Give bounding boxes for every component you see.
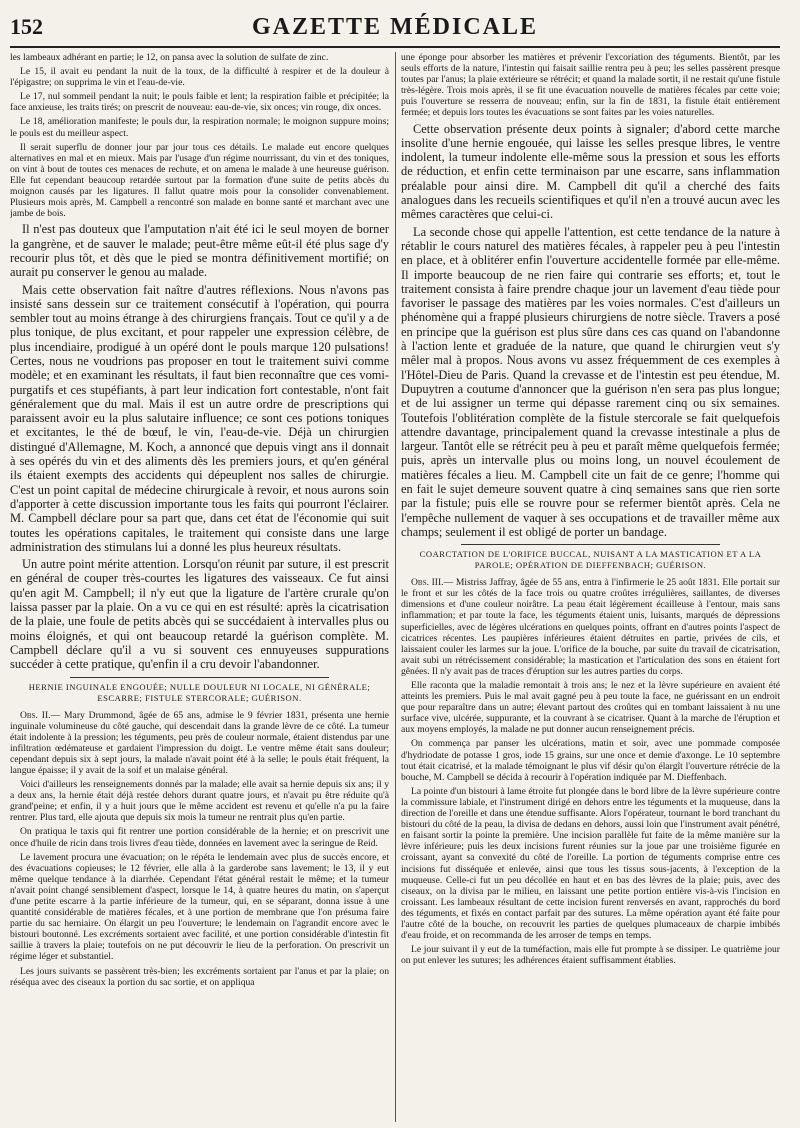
paragraph: une éponge pour absorber les matières et prévenir l'excoriation des téguments. Bientôt, par les seuls efforts de la nature, l'intestin qui faisait saillie rentra peu à peu; les selles passèrent presque toutes par l'anus; la plaie extérieure se rétrécit; et quand la malade sortit, il ne restait qu'une fistule très-légère. Trois mois après, il se fit une évacuation nouvelle de matières fécales par cette voie; puis l'ouverture se resserra de nouveau; enfin, sur la fin de 1831, la fistule était entièrement fermée; et depuis lors toutes les évacuations se sont faites par les voies naturelles. (401, 52, 780, 119)
paragraph: On commença par panser les ulcérations, matin et soir, avec une pommade composée d'hydriodate de potasse 1 gros, iode 15 grains, sur une once et demie d'axonge. Le 10 septembre tout était cicatrisé, et la malade témoignant le plus vif désir qu'on élargît l'ouverture rétrécie de la bouche, M. Campbell se décida à recourir à l'opération indiquée par M. Dieffenbach. (401, 738, 780, 783)
journal-title: GAZETTE MÉDICALE (251, 14, 539, 40)
section-rule (461, 544, 720, 545)
observation-text: — Mistriss Jaffray, âgée de 55 ans, entra à l'infirmerie le 25 août 1831. Elle portait sur le front et sur les côtés de la face trois ou quatre croûtes irrégulières, saillantes, de diverses dimensions et d'une couleur noirâtre. La peau était légèrement écailleuse à l'entour, mais sans inflammation; et par toute la face, les téguments étaient unis, luisants, marqués de dépressions superficielles, avec de légères ulcérations en quelques points, offrant en d'autres points l'aspect de cicatrices récentes. Les paupières inférieures étaient détruites en partie, privées de cils, et laissaient couler les larmes sur la joue. L'orifice de la bouche, par suite du travail de cicatrisation, avait subi un rétrécissement considérable; la mastication et l'articulation des sons en étaient fort gênées. Il n'y avait pas de traces d'éruption sur les autres parties du corps. (401, 577, 780, 677)
section-title: COARCTATION DE L'ORIFICE BUCCAL, NUISANT A LA MASTICATION ET A LA PAROLE; OPÉRATION DE DIEFFENBACH; GUÉRISON. (419, 549, 762, 571)
paragraph: On pratiqua le taxis qui fit rentrer une portion considérable de la hernie; et on prescrivit une once d'huile de ricin dans trois livres d'eau tiède, données en lavement avec la seringue de Reid. (10, 826, 389, 849)
paragraph: Un autre point mérite attention. Lorsqu'on réunit par suture, il est prescrit en général de couper très-courtes les ligatures des vaisseaux. Ce fut ainsi qu'en agit M. Campbell; il n'y eut que la ligature de l'artère crurale qu'on laissa passer par la plaie. On a vu ce qui en est résulté: après la cicatrisation de la plaie, une foule de petits abcès qui se succédaient à intervalles plus ou moins éloignés, et qui ont beaucoup retardé la guérison complète. M. Campbell déclare qu'il a vu si souvent ces ennuyeuses suppurations succéder à cette pratique, qu'enfin il a cru devoir l'abandonner. (10, 557, 389, 672)
paragraph: Le 15, il avait eu pendant la nuit de la toux, de la difficulté à respirer et de la douleur à l'épigastre; on supprima le vin et l'eau-de-vie. (10, 66, 389, 89)
observation-text: — Mary Drummond, âgée de 65 ans, admise le 9 février 1831, présenta une hernie inguinale volumineuse du côté gauche, qui descendait dans la grande lèvre de ce côté. La tumeur était indolente à la pression; les téguments, peu près de couleur normale, étaient distendus par une infiltration œdémateuse et gardaient l'impression du doigt. Le ventre même était sans douleur; cependant depuis six à sept jours, la malade n'avait point été à la selle; le pouls était fréquent, la langue épaisse; il y avait de la soif et un malaise général. (10, 709, 390, 776)
section-rule (70, 677, 329, 678)
paragraph: Voici d'ailleurs les renseignements donnés par la malade; elle avait sa hernie depuis six ans; il y a deux ans, la hernie était déjà restée dehors durant quatre jours, et n'avait pu être réduite qu'à grand'peine; et enfin, il y a huit jours que le même accident est revenu et qu'elle n'a pu la faire rentrer. Plus tard, elle ajouta que depuis six mois la tumeur ne rentrait plus qu'en partie. (10, 779, 389, 824)
column-divider (395, 52, 396, 1122)
right-column (395, 52, 780, 1122)
paragraph: Mais cette observation fait naître d'autres réflexions. Nous n'avons pas insisté sans dessein sur ce traitement consécutif à l'opération, qui pourra sembler tout au moins étrange à des chirurgiens français. Tout ce qu'il y a de plus tonique, de plus excitant, et pour rappeler une expression célèbre, de plus incendiaire, prodigué à un opéré dont le pouls marque 120 pulsations! Certes, nous ne voudrions pas proposer en tout le traitement suivi comme modèle; et en examinant les résultats, il faut bien reconnaître que ces vomi-purgatifs et ces stupéfiants, à part leur indication fort contestable, n'ont fait généralement que du mal. Mais il est un autre ordre de prescriptions qui paraissent avoir eu la plus salutaire influence; ce sont ces potions toniques et excitantes, le thé de bœuf, le vin, l'eau-de-vie. Déjà un chirurgien distingué d'Allemagne, M. Koch, a annoncé que depuis vingt ans il donnait à ses opérés du vin et des aliments dès les premiers jours, et qu'en général ils étaient exempts des accidents qui dépeuplent nos salles de chirurgie. C'est un point capital de médecine chirurgicale à revoir, et nous aurons soin d'apporter à cette discussion importante tous les faits qui pourront l'éclairer. M. Campbell déclare pour sa part que, dans cet état de l'économie qui suit toutes les opérations capitales, le traitement qui consiste dans une large administration des stimulans lui a donné les plus heureux résultats. (10, 282, 389, 554)
section-title: HERNIE INGUINALE ENGOUÉE; NULLE DOULEUR NI LOCALE, NI GÉNÉRALE; ESCARRE; FISTULE STERCORALE; GUÉRISON. (28, 681, 371, 703)
paragraph: Il n'est pas douteux que l'amputation n'ait été ici le seul moyen de borner la gangrène, et de sauver le malade; peut-être même eût-il été plus sage d'y recourir plus tôt, et dès que le pied se montra définitivement mortifié; on aurait pu conserver le genou au malade. (10, 222, 389, 280)
paragraph: les lambeaux adhérant en partie; le 12, on pansa avec la solution de sulfate de zinc. (10, 52, 329, 63)
paragraph: Le jour suivant il y eut de la tuméfaction, mais elle fut prompte à se dissiper. Le quatrième jour on put enlever les sutures; les adhérences étaient suffisamment établies. (401, 944, 780, 967)
observation-label: Obs. III. (411, 577, 444, 589)
paragraph: La seconde chose qui appelle l'attention, est cette tendance de la nature à rétablir le cours naturel des matières fécales, à rappeler peu à peu l'intestin en place, et à oblitérer enfin l'ouverture accidentelle formée par elle-même. Il importe beaucoup de ne rien faire qui contrarie ses efforts; et, tout le traitement consista à faire prendre chaque jour un lavement d'eau tiède pour favoriser le passage des matières par les voies normales. C'est d'ailleurs un phénomène qui a frappé plusieurs chirurgiens de notre siècle. Travers a posé en principe que la guérison est plus sûre dans ces cas quand on l'abandonne à l'action lente et graduée de la nature, que quand le chirurgien veut s'y mêler mal à propos. Nous avons vu assez fréquemment de ces exemples à l'Hôtel-Dieu de Paris. Quand la crevasse et de l'intestin est peu étendue, M. Dupuytren a coutume d'annoncer que la guérison n'en sera pas plus longue; et de lui assigner un terme qui dépasse rarement cinq ou six semaines. Toutefois l'oblitération complète de la fistule stercorale se fait quelquefois attendre davantage, principalement quand la crevasse intestinale a plus de largeur. Tantôt elle se rétrécit peu à peu et paraît même quelquefois fermée; puis, après un intervalle plus ou moins long, un nouvel écoulement de matières fécales a lieu. M. Campbell cite un fait de ce genre; l'homme qui en fait le sujet demeure souvent quatre à cinq semaines sans que rien sorte par la fistule; puis elle se rouvre pour se refermer bientôt après. Cela ne l'empêche nullement de vaquer à ses occupations et de travailler même aux champs; seulement il est obligé de porter un bandage. (401, 224, 780, 539)
text-columns (10, 52, 780, 1122)
paragraph: Le lavement procura une évacuation; on le répéta le lendemain avec plus de succès encore, et des évacuations copieuses; le 12 février, elle alla à la garderobe sans lavement; le 13, il y eut même quelque tendance à la diarrhée. Cependant l'état général restait le même; et la tumeur n'avait point changé sensiblement d'aspect, lorsque le 14, à quatre heures du matin, on s'aperçut d'une petite escarre à la partie inférieure de la tumeur, qui, en se séparant, donna issue à une quantité considérable de matières fécales, et à une portion de membrane que l'on présuma faire partie du sac herniaire. On élargit un peu l'ouverture; le lendemain on l'agrandit encore avec le bistouri boutonné. Les excréments sortaient avec facilité, et une portion considérable d'intestin fit saillie à travers la plaie; toutefois on ne put découvrir le lieu de la perforation. On prescrivit un régime léger et substantiel. (10, 851, 389, 963)
observation-paragraph (401, 577, 780, 677)
page-number: 152 (10, 14, 43, 39)
paragraph: Les jours suivants se passèrent très-bien; les excréments sortaient par l'anus et par la plaie; on réséqua avec des ciseaux la portion du sac sortie, et on appliqua (10, 965, 389, 988)
paragraph: La pointe d'un bistouri à lame étroite fut plongée dans le bord libre de la lèvre supérieure contre la commissure labiale, et l'instrument dirigé en dehors entre les téguments et la muqueuse, dans la direction de l'oreille et dans une étendue suffisante. Alors l'opérateur, tournant le bord tranchant du bistouri du côté de la peau, la divisa de dedans en dehors, aussi loin que l'instrument avait pénétré, en faisant sortir la pointe la première. Une incision parallèle fut faite de la même manière sur la lèvre inférieure; puis les deux incisions furent réunies sur la joue par une troisième figurée en croissant, ayant sa convexité du côté de l'oreille. La portion de téguments comprise entre ces incisions fut disséquée et enlevée, ainsi que tous les tissus sous-jacents, à l'exception de la muqueuse. Celle-ci fut un peu décollée en haut et en bas des lèvres de la plaie; puis, avec des ciseaux, on la divisa par le milieu, en laissant une petite portion entière vis-à-vis l'incision en croissant. Les lambeaux résultant de cette incision furent renversés en avant, rapprochés du bord des téguments, et fixés en contact parfait par des sutures. La même opération ayant été faite pour l'autre côté de la bouche, on recouvrit les parties de quelques plumaceaux de charpie imbibés d'eau froide, et on recommanda de les arroser de temps en temps. (401, 785, 780, 942)
paragraph: Il serait superflu de donner jour par jour tous ces détails. Le malade eut encore quelques alternatives en mal et en mieux. Mais par l'usage d'un régime nourrissant, du vin et des toniques, on vint à bout de toutes ces menaces de rechute, et on amena le malade à une heureuse guérison. Elle fut cependant beaucoup retardée surtout par la formation d'une suite de petits abcès du moignon causés par les ligatures. Il fallut quatre mois pour la consolider convenablement. Plusieurs mois après, M. Campbell a rencontré son malade en bonne santé et marchant avec une jambe de bois. (10, 141, 389, 220)
observation-label: Obs. II. (20, 709, 51, 721)
observation-paragraph (10, 710, 389, 777)
left-column (10, 52, 395, 1122)
paragraph: Le 17, nul sommeil pendant la nuit; le pouls faible et lent; la respiration faible et précipitée; la face anxieuse, les traits tirés; on prescrit de nouveau: eau-de-vie, six onces; vin rouge, dix onces. (10, 91, 389, 114)
paragraph: Le 18, amélioration manifeste; le pouls dur, la respiration normale; le moignon suppure moins; le pouls est du meilleur aspect. (10, 116, 389, 139)
page-header (10, 14, 780, 48)
paragraph: Elle raconta que la maladie remontait à trois ans; le nez et la lèvre supérieure en avaient été atteints les premiers. Puis le mal avait gagné peu à peu toute la face, ne guérissant en un endroit que pour reparaître dans un autre; élevant partout des croûtes qui en tombant laissaient à nu une surface vive, ulcérée, suppurante, et la couvrant à se cicatriser. Quant à la marche de l'éruption et aux moyens employés, la malade ne put donner aucun renseignement précis. (401, 680, 780, 736)
paragraph: Cette observation présente deux points à signaler; d'abord cette marche insolite d'une hernie engouée, qui laisse les selles presque libres, le ventre indolent, la tumeur indolente elle-même sous la pression et sous les efforts de réduction, et enfin cette terminaison par une escarre, sans inflammation préalable pour ainsi dire. M. Campbell dit qu'il a cherché des faits analogues dans les recueils scientifiques et qu'il n'en a trouvé aucun avec les mêmes caractères que celui-ci. (401, 121, 780, 222)
